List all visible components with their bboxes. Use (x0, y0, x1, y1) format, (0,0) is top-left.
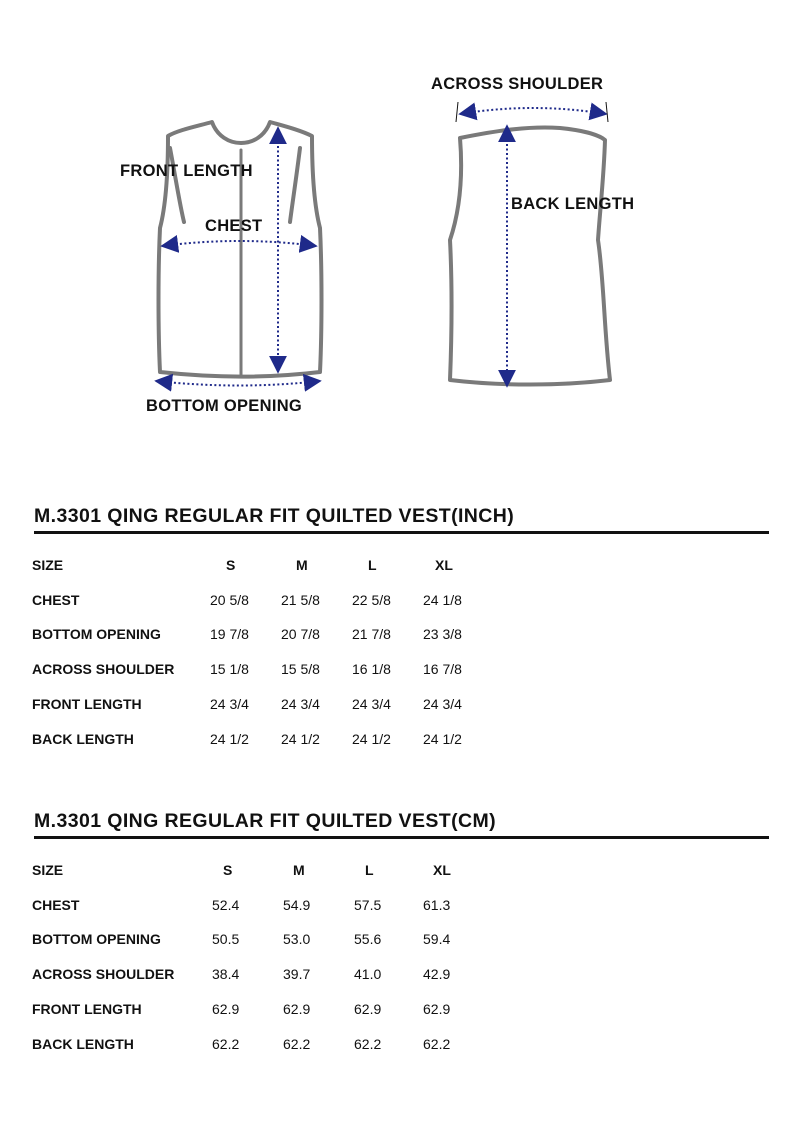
table-row (32, 626, 492, 646)
cell-m: 53.0 (283, 931, 311, 947)
row-label: BOTTOM OPENING (32, 626, 161, 642)
table-header-row (32, 557, 492, 577)
shoulder-tick-right (606, 102, 608, 122)
cell-l: 22 5/8 (352, 592, 391, 608)
cell-xl: 24 1/8 (423, 592, 462, 608)
measurement-diagram (0, 0, 801, 460)
title-divider-inch (34, 531, 769, 534)
row-label: BACK LENGTH (32, 1036, 134, 1052)
cell-l: 21 7/8 (352, 626, 391, 642)
row-label: ACROSS SHOULDER (32, 661, 175, 677)
table-row (32, 931, 492, 951)
header-l: L (368, 557, 377, 573)
cell-xl: 16 7/8 (423, 661, 462, 677)
row-label: FRONT LENGTH (32, 696, 142, 712)
table-row (32, 1036, 492, 1056)
cell-l: 41.0 (354, 966, 382, 982)
cell-xl: 62.9 (423, 1001, 451, 1017)
table-row (32, 696, 492, 716)
cell-xl: 62.2 (423, 1036, 451, 1052)
cell-s: 20 5/8 (210, 592, 249, 608)
row-label: BOTTOM OPENING (32, 931, 161, 947)
row-label: ACROSS SHOULDER (32, 966, 175, 982)
cell-xl: 42.9 (423, 966, 451, 982)
table-row (32, 592, 492, 612)
row-label: CHEST (32, 592, 80, 608)
label-bottom-opening: BOTTOM OPENING (146, 397, 303, 415)
table-title-cm: M.3301 QING REGULAR FIT QUILTED VEST(CM) (34, 810, 496, 832)
cell-l: 24 1/2 (352, 731, 391, 747)
cell-l: 62.2 (354, 1036, 382, 1052)
table-row (32, 661, 492, 681)
header-s: S (223, 862, 233, 878)
cell-l: 16 1/8 (352, 661, 391, 677)
shoulder-tick-left (456, 102, 458, 122)
cell-s: 50.5 (212, 931, 240, 947)
cell-s: 24 1/2 (210, 731, 249, 747)
header-xl: XL (435, 557, 453, 573)
table-row (32, 966, 492, 986)
header-l: L (365, 862, 374, 878)
cell-xl: 59.4 (423, 931, 451, 947)
back-vest-outline (450, 127, 610, 384)
cell-m: 24 3/4 (281, 696, 320, 712)
bottom-opening-arrow (156, 381, 320, 386)
cell-m: 15 5/8 (281, 661, 320, 677)
cell-xl: 61.3 (423, 897, 451, 913)
cell-m: 54.9 (283, 897, 311, 913)
cell-m: 24 1/2 (281, 731, 320, 747)
front-vest-outline (159, 122, 322, 377)
title-divider-cm (34, 836, 769, 839)
cell-l: 24 3/4 (352, 696, 391, 712)
chest-arrow (162, 241, 316, 246)
cell-l: 55.6 (354, 931, 382, 947)
label-back-length: BACK LENGTH (511, 195, 635, 213)
cell-s: 38.4 (212, 966, 240, 982)
header-size: SIZE (32, 557, 64, 573)
table-header-row (32, 862, 492, 882)
cell-m: 62.9 (283, 1001, 311, 1017)
table-title-inch: M.3301 QING REGULAR FIT QUILTED VEST(INCH) (34, 505, 515, 527)
table-row (32, 897, 492, 917)
cell-s: 62.2 (212, 1036, 240, 1052)
cell-m: 62.2 (283, 1036, 311, 1052)
across-shoulder-arrow (460, 108, 606, 114)
cell-m: 21 5/8 (281, 592, 320, 608)
label-across-shoulder: ACROSS SHOULDER (431, 75, 604, 93)
cell-l: 57.5 (354, 897, 382, 913)
cell-xl: 24 3/4 (423, 696, 462, 712)
header-xl: XL (433, 862, 451, 878)
label-front-length: FRONT LENGTH (120, 162, 253, 180)
row-label: FRONT LENGTH (32, 1001, 142, 1017)
header-m: M (296, 557, 308, 573)
cell-m: 39.7 (283, 966, 311, 982)
row-label: BACK LENGTH (32, 731, 134, 747)
vest-illustrations (0, 0, 801, 460)
cell-s: 19 7/8 (210, 626, 249, 642)
cell-s: 24 3/4 (210, 696, 249, 712)
cell-m: 20 7/8 (281, 626, 320, 642)
header-s: S (226, 557, 236, 573)
label-chest: CHEST (205, 217, 263, 235)
cell-xl: 24 1/2 (423, 731, 462, 747)
row-label: CHEST (32, 897, 80, 913)
header-size: SIZE (32, 862, 64, 878)
header-m: M (293, 862, 305, 878)
cell-l: 62.9 (354, 1001, 382, 1017)
cell-s: 52.4 (212, 897, 240, 913)
table-row (32, 1001, 492, 1021)
cell-s: 15 1/8 (210, 661, 249, 677)
cell-s: 62.9 (212, 1001, 240, 1017)
cell-xl: 23 3/8 (423, 626, 462, 642)
table-row (32, 731, 492, 751)
